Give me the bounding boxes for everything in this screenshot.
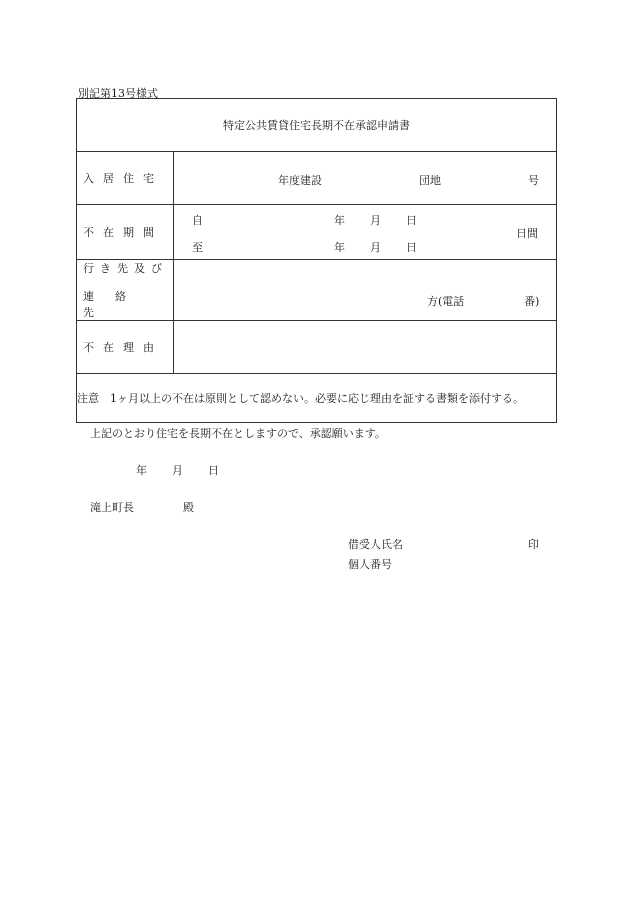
- note-text: 注意 1ヶ月以上の不在は原則として認めない。必要に応じ理由を証する書類を添付する。: [77, 374, 557, 423]
- form-title: 特定公共賃貸住宅長期不在承認申請書: [77, 99, 557, 152]
- addressee: 滝上町長: [90, 501, 134, 514]
- phone-open-label: 方(電話: [427, 295, 465, 308]
- residence-field[interactable]: [174, 152, 557, 205]
- personal-number-label: 個人番号: [348, 558, 392, 571]
- reason-label: 不在理由: [77, 321, 174, 374]
- to-month-label: 月: [370, 241, 381, 254]
- absence-period-field[interactable]: [174, 205, 557, 260]
- unit-number-label: 号: [528, 174, 539, 187]
- from-day-label: 日: [406, 214, 417, 227]
- borrower-name-label: 借受人氏名: [348, 538, 403, 551]
- absence-period-row: [77, 205, 557, 260]
- residence-row: [77, 152, 557, 205]
- seal-label: 印: [528, 538, 539, 551]
- from-label: 自: [192, 214, 203, 227]
- destination-row: [77, 260, 557, 321]
- form-id: 別記第13号様式: [78, 87, 158, 100]
- date-day-label: 日: [208, 464, 219, 477]
- from-year-label: 年: [334, 214, 345, 227]
- to-label: 至: [192, 241, 203, 254]
- reason-field[interactable]: [174, 321, 557, 374]
- to-day-label: 日: [406, 241, 417, 254]
- honorific: 殿: [183, 501, 194, 514]
- title-row: [77, 99, 557, 152]
- days-count-label: 日間: [516, 227, 538, 240]
- absence-period-label: 不在期間: [77, 205, 174, 260]
- reason-row: [77, 321, 557, 374]
- date-year-label: 年: [136, 464, 147, 477]
- note-row: [77, 374, 557, 423]
- application-form-table: [76, 98, 557, 423]
- destination-label-line2: 連絡先: [83, 290, 147, 319]
- from-month-label: 月: [370, 214, 381, 227]
- year-built-label: 年度建設: [278, 174, 322, 187]
- phone-close-label: 番): [524, 295, 540, 308]
- request-statement: 上記のとおり住宅を長期不在としますので、承認願います。: [90, 427, 386, 440]
- date-month-label: 月: [172, 464, 183, 477]
- to-year-label: 年: [334, 241, 345, 254]
- destination-label: [77, 260, 174, 321]
- residence-label: 入居住宅: [77, 152, 174, 205]
- complex-label: 団地: [419, 174, 441, 187]
- destination-label-line1: 行き先及び: [83, 262, 168, 275]
- destination-field[interactable]: [174, 260, 557, 321]
